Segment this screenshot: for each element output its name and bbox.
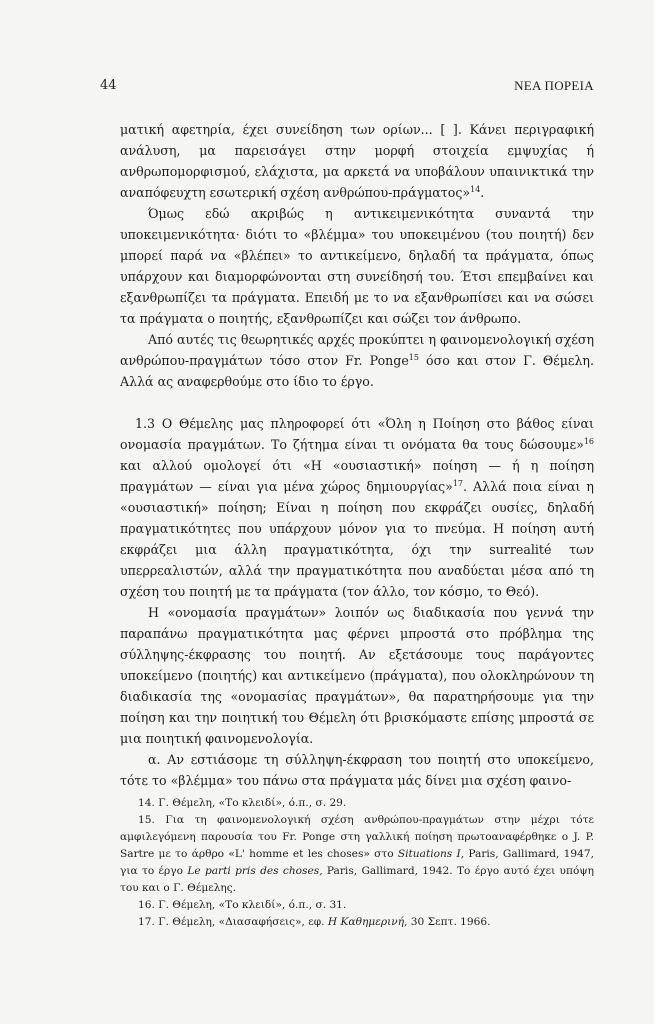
footnote-ref: 14 — [470, 184, 481, 194]
journal-title: ΝΕΑ ΠΟΡΕΙΑ — [514, 78, 594, 93]
page-header — [100, 78, 594, 100]
footnote: 15. Για τη φαινομενολογική σχέση ανθρώπου-πραγμάτων στην μέχρι τότε αμφιλεγόμενη παρουσία του Fr. Ponge στη γαλλική ποίηση πρωτοαναφέρθηκε ο J. P. Sartre με το άρθρο «L' homme et les choses» στο Situations I, Paris, Gallimard, 1947, για το έργο Le parti pris des choses, Paris, Gallimard, 1942. Το έργο αυτό έχει υπόψη του και ο Γ. Θέμελης. — [120, 814, 595, 894]
paragraph: ματική αφετηρία, έχει συνείδηση των ορίων... [ ]. Κάνει περιγραφική ανάλυση, μα παρεισάγει στην μορφή στοιχεία εμψυχίας ή ανθρωπομορφισμού, ελάχιστα, μα αρκετά να υποβάλουν υπαινικτικά την αναπόφευχτη εσωτερική σχέση ανθρώπου-πράγματος»$^{14}$. — [120, 122, 594, 200]
footnote: 16. Γ. Θέμελη, «Το κλειδί», ό.π., σ. 31. — [138, 899, 347, 911]
paragraph: α. Αν εστιάσομε τη σύλληψη-έκφραση του ποιητή στο υποκείμενο, τότε το «βλέμμα» του πάνω στα πράγματα μάς δίνει μια σχέση φαινο- — [120, 752, 594, 788]
paragraph: Η «ονομασία πραγμάτων» λοιπόν ως διαδικασία που γεννά την παραπάνω πραγματικότητα μας φέρνει μπροστά στο πρόβλημα της σύλληψης-έκφρασης του ποιητή. Αν εξετάσουμε τους παράγοντες υποκείμενο (ποιητής) και αντικείμενο (πράγματα), που ολοκληρώνουν τη διαδικασία της «ονομασίας πραγμάτων», θα παρατηρήσουμε για την ποίηση και την ποιητική του Θέμελη ότι βρισκόμαστε επίσης μπροστά σε μια ποιητική φαινομενολογία. — [120, 605, 594, 746]
footnotes — [120, 795, 594, 931]
footnote-ref: 16 — [583, 436, 594, 446]
footnote: 14. Γ. Θέμελη, «Το κλειδί», ό.π., σ. 29. — [138, 797, 347, 809]
paragraph: Όμως εδώ ακριβώς η αντικειμενικότητα συναντά την υποκειμενικότητα· διότι το «βλέμμα» του υποκειμένου (του ποιητή) δεν μπορεί παρά να «βλέπει» το αντικείμενο, δηλαδή τα πράγματα, όπως υπάρχουν και διαμορφώνονται στη συνείδησή του. Έτσι επεμβαίνει και εξανθρωπίζει τα πράγματα. Επειδή με το να εξανθρωπίσει και να σώσει τα πράγματα ο ποιητής, εξανθρωπίζει και σώζει τον άνθρωπο. — [120, 206, 594, 326]
page-edge — [654, 0, 672, 1024]
body-text — [120, 119, 594, 791]
footnote-ref: 15 — [408, 352, 419, 362]
footnote-ref: 17 — [452, 478, 464, 488]
page-number: 44 — [100, 78, 117, 93]
section-paragraph: 1.3 Ο Θέμελης μας πληροφορεί ότι «Όλη η Ποίηση στο βάθος είναι ονομασία πραγμάτων. Το ζήτημα είναι τι ονόματα θα τους δώσουμε»$^{16}$ και αλλού ομολογεί ότι «Η «ουσιαστική» ποίηση — ή η ποίηση πραγμάτων — είναι για μένα χώρος δημιουργίας»$^{17}$. Αλλά ποια είναι η «ουσιαστική» ποίηση; Είναι η ποίηση που εκφράζει ουσίες, δηλαδή πραγματικότητες που υπάρχουν μόνον για το πνεύμα. Η ποίηση αυτή εκφράζει μια άλλη πραγματικότητα, όχι την surrealité των υπερρεαλιστών, αλλά την πραγματικότητα που αναδύεται μέσα από τη σχέση του ποιητή με τα πράγματα (τον άλλο, τον κόσμο, το Θεό). — [120, 416, 594, 599]
footnote: 17. Γ. Θέμελη, «Διασαφήσεις», εφ. Η Καθημερινή, 30 Σεπτ. 1966. — [138, 916, 491, 928]
paragraph: Από αυτές τις θεωρητικές αρχές προκύπτει η φαινομενολογική σχέση ανθρώπου-πραγμάτων τόσο στον Fr. Ponge$^{15}$ όσο και στον Γ. Θέμελη. Αλλά ας αναφερθούμε στο ίδιο το έργο. — [120, 332, 594, 389]
